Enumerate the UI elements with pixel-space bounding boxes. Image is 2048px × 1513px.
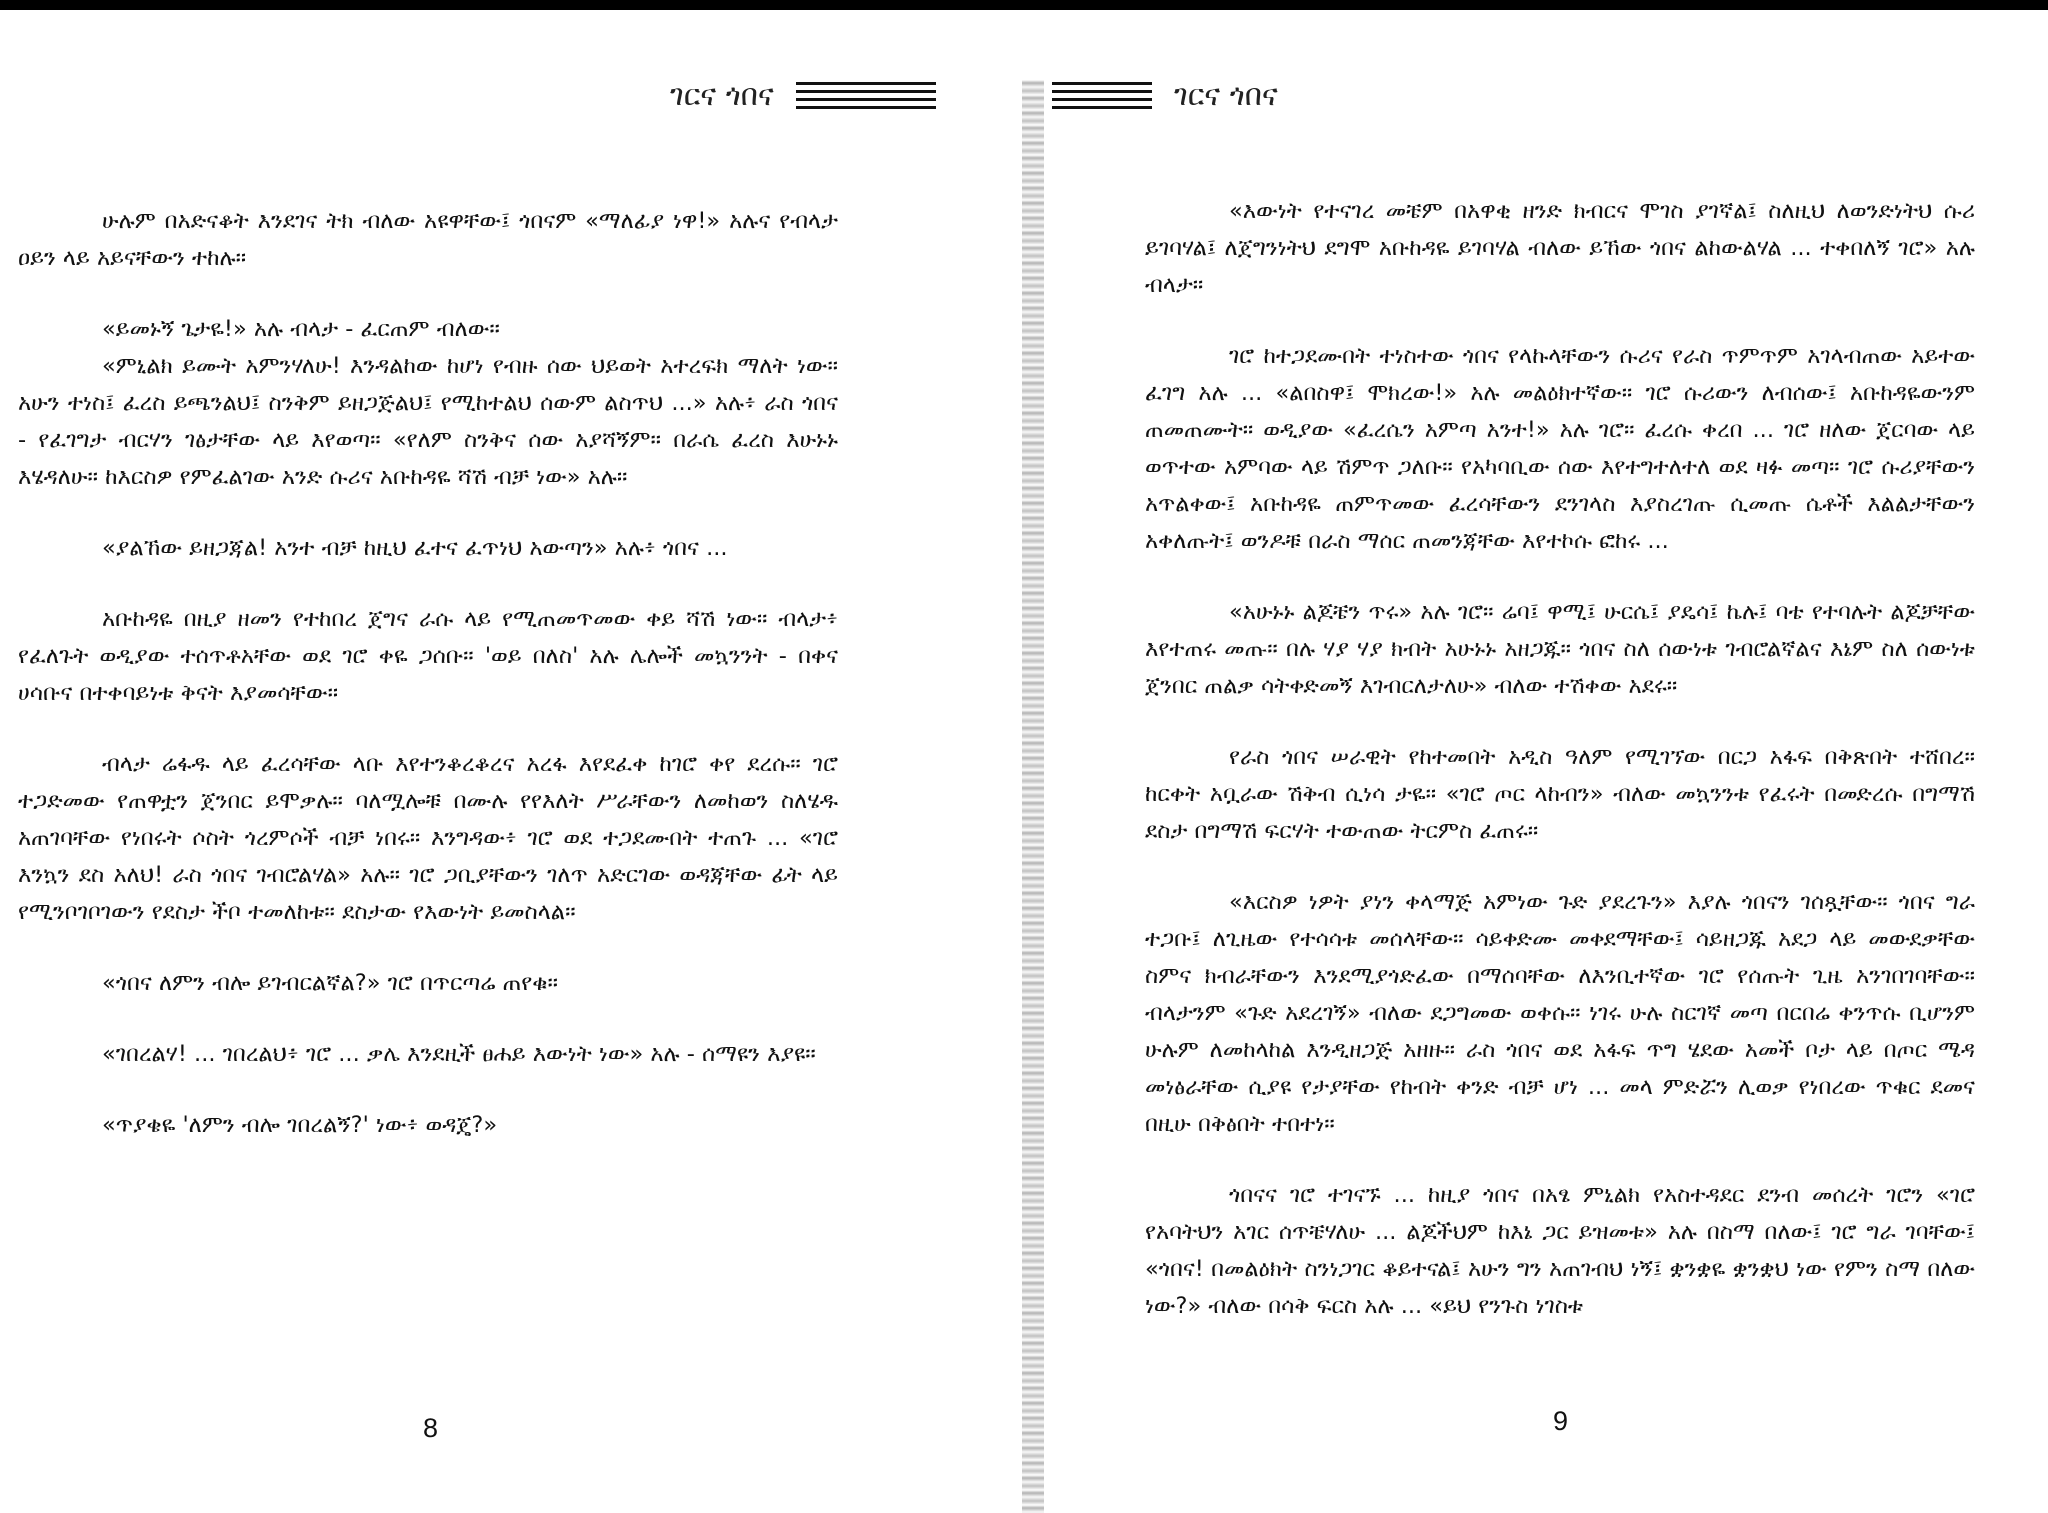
paragraph: «ጥያቄዬ 'ለምን ብሎ ገበረልኝ?' ነው፥ ወዳጄ?» (102, 1112, 498, 1138)
paragraph: «እርስዎ ነዎት ያነን ቀላማጅ አምነው ጉድ ያደረጉን» እያሉ ጎበናን ገሰጿቸው። ጎበና ግራ ተጋቡ፤ ለጊዜው የተሳሳቱ መሰላቸው። ሳይቀድሙ መቀደማቸው፤ ሳይዘጋጁ አደጋ ላይ መውደቃቸው ስምና ክብራቸውን እንደሚያጎድፈው በማሰባቸው ለእንቢተኛው ገሮ የሰጡት ጊዜ አንገበገባቸው። ብላታንም «ጉድ አደረገኝ» ብለው ደጋግመው ወቀሱ። ነገሩ ሁሉ ስርገኛ መጣ በርበሬ ቀንጥሱ ቢሆንም ሁሉም ለመከላከል እንዲዘጋጅ አዘዙ። ራስ ጎበና ወደ አፋፍ ጥግ ሄደው አመች ቦታ ላይ በጦር ሜዳ መነፅራቸው ሲያዩ የታያቸው የከብት ቀንድ ብቻ ሆነ ... መላ ምድሯን ሊወቃ የነበረው ጥቁር ደመና በዚሁ በቅፅበት ተበተነ። (1145, 889, 1975, 1137)
paragraph: «ምኒልክ ይሙት አምንሃለሁ! እንዳልከው ከሆነ የብዙ ሰው ህይወት አተረፍክ ማለት ነው። አሁን ተነስ፤ ፈረስ ይጫንልህ፤ ስንቅም ይዘጋጅልህ፤ የሚከተልህ ሰውም ልስጥህ ...» አሉ፥ ራስ ጎበና - የፈገግታ ብርሃን ገፅታቸው ላይ እየወጣ። «የለም ስንቅና ሰው አያሻኝም። በራሴ ፈረስ እሁኑኑ እሄዳለሁ። ከእርስዎ የምፈልገው አንድ ሱሪና አቡከዳዬ ሻሽ ብቻ ነው» አሉ። (18, 353, 838, 490)
paragraph: የራስ ጎበና ሠራዊት የከተመበት አዲስ ዓለም የሚገኘው በርጋ አፋፍ በቅጽበት ተሸበረ። ከርቀት አቧራው ሽቅብ ሲነሳ ታዬ። «ገሮ ጦር ላከብን» ብለው መኳንንቱ የፈሩት በመድረሱ በግማሽ ደስታ በግማሽ ፍርሃት ተውጠው ትርምስ ፈጠሩ። (1145, 744, 1975, 844)
paragraph: «ይመኑኝ ጌታዬ!» አሉ ብላታ - ፈርጠም ብለው። (102, 316, 500, 342)
right-header-title: ገርና ጎበና (1174, 78, 1278, 113)
paragraph: ገሮ ከተጋደሙበት ተነስተው ጎበና የላኩላቸውን ሱሪና የራስ ጥምጥም አገላብጠው አይተው ፈገግ አሉ ... «ልበስዋ፤ ሞክረው!» አሉ መልዕክተኛው። ገሮ ሱሪውን ለብሰው፤ አቡከዳዬውንም ጠመጠሙት። ወዲያው «ፈረሴን አምጣ አንተ!» አሉ ገሮ። ፈረሱ ቀረበ ... ገሮ ዘለው ጀርባው ላይ ወጥተው አምባው ላይ ሽምጥ ጋለቡ። የአካባቢው ሰው እየተግተለተለ ወደ ዛፉ መጣ። ገሮ ሱሪያቸውን አጥልቀው፤ አቡከዳዬ ጠምጥመው ፈረሳቸውን ደንገላስ እያስረገጡ ሲመጡ ሴቶች እልልታቸውን አቀለጡት፤ ወንዶቹ በራስ ማሰር ጠመንጃቸው እየተኮሱ ፎከሩ ... (1145, 343, 1975, 554)
header-rule (1052, 82, 1152, 109)
paragraph: አቡከዳዬ በዚያ ዘመን የተከበረ ጀግና ራሱ ላይ የሚጠመጥመው ቀይ ሻሽ ነው። ብላታ፥ የፈለጉት ወዲያው ተሰጥቶአቸው ወደ ገሮ ቀዬ ጋሰቡ። 'ወይ በለስ' አሉ ሌሎች መኳንንት - በቀና ሀሳቡና በተቀባይነቱ ቅናት እያመሳቸው። (18, 606, 838, 706)
right-page-number: 9 (1553, 1406, 1569, 1436)
paragraph: «ጎበና ለምን ብሎ ይገብርልኛል?» ገሮ በጥርጣሬ ጠየቁ። (102, 970, 559, 996)
right-body-text (1145, 193, 1975, 1325)
paragraph: ብላታ ሬፋዱ ላይ ፈረሳቸው ላቡ እየተንቆረቆረና አረፋ እየደፈቀ ከገሮ ቀየ ደረሱ። ገሮ ተጋድመው የጠዋቷን ጀንበር ይሞቃሉ። ባለሟሎቹ በሙሉ የየእለት ሥራቸውን ለመከወን ስለሄዱ አጠገባቸው የነበሩት ሶስት ጎረምሶች ብቻ ነበሩ። እንግዳው፥ ገሮ ወደ ተጋደሙበት ተጠጉ ... «ገሮ እንኳን ደስ አለህ! ራስ ጎበና ገብሮልሃል» አሉ። ገሮ ጋቢያቸውን ገለጥ አድርገው ወዳጃቸው ፊት ላይ የሚንቦገቦገውን የደስታ ችቦ ተመለከቱ። ደስታው የእውነት ይመስላል። (18, 751, 838, 925)
paragraph: ጎበናና ገሮ ተገናኙ ... ከዚያ ጎበና በአፄ ምኒልክ የአስተዳደር ደንብ መሰረት ገሮን «ገሮ የአባትህን አገር ሰጥቼሃለሁ ... ልጆችህም ከእኔ ጋር ይዝመቱ» አሉ በስማ በለው፤ ገሮ ግራ ገባቸው፤ «ጎበና! በመልዕክት ስንነጋገር ቆይተናል፤ አሁን ግን አጠገብህ ነኝ፤ ቋንቋዬ ቋንቋህ ነው የምን ስማ በለው ነው?» ብለው በሳቅ ፍርስ አሉ ... «ይህ የንጉስ ነገስቱ (1145, 1182, 1975, 1319)
paragraph: «ገበረልሃ! ... ገበረልህ፥ ገሮ ... ቃሌ እንደዚች ፀሐይ እውነት ነው» አሉ - ሰማዩን እያዩ። (102, 1041, 816, 1067)
paragraph: «ያልኸው ይዘጋጃል! አንተ ብቻ ከዚህ ፈተና ፈጥነህ አውጣን» አሉ፥ ጎበና ... (102, 535, 728, 561)
left-page-number: 8 (423, 1413, 439, 1443)
paragraph: ሁሉም በአድናቆት እንደገና ትክ ብለው አዩዋቸው፤ ጎበናም «ማለፊያ ነዋ!» አሉና የብላታ ዐይን ላይ አይናቸውን ተከሉ። (18, 208, 838, 271)
right-running-header (1052, 78, 1278, 113)
left-header-title: ገርና ጎበና (670, 78, 774, 113)
paragraph: «እውነት የተናገረ መቼም በአዋቂ ዘንድ ክብርና ሞገስ ያገኛል፤ ስለዚህ ለወንድነትህ ሱሪ ይገባሃል፤ ለጀግንነትህ ደግሞ አቡከዳዬ ይገባሃል ብለው ይኸው ጎበና ልከውልሃል ... ተቀበለኝ ገሮ» አሉ ብላታ። (1145, 198, 1975, 298)
paragraph: «አሁኑኑ ልጆቼን ጥሩ» አሉ ገሮ። ሬባ፤ ዋሚ፤ ሁርሴ፤ ያዴሳ፤ ኬሉ፤ ባቴ የተባሉት ልጆቻቸው እየተጠሩ መጡ። በሉ ሃያ ሃያ ክብት አሁኑኑ አዘጋጁ። ጎበና ስለ ሰውነቱ ገብሮልኛልና እኔም ስለ ሰውነቱ ጀንበር ጠልቃ ሳትቀድመኝ እገብርለታለሁ» ብለው ተሽቀው አደሩ። (1145, 599, 1975, 699)
